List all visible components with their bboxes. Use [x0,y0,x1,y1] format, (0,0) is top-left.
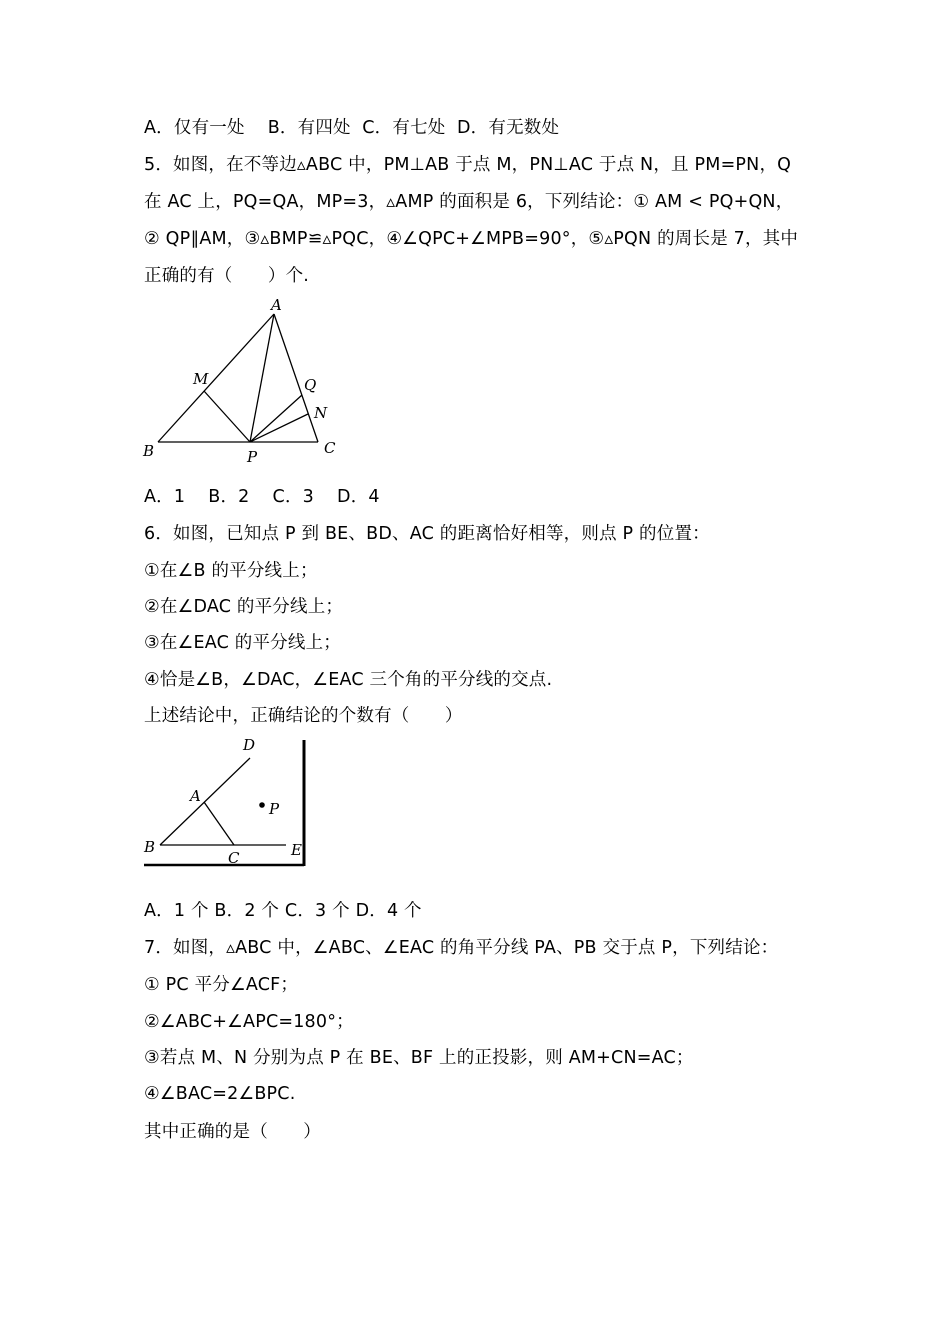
ray-BD [160,758,250,845]
label-M: M [193,370,209,388]
q6-item2: ②在∠DAC 的平分线上； [144,597,344,617]
label-A: A [190,787,201,805]
q6-options: A．1 个 B．2 个 C．3 个 D．4 个 [144,901,422,921]
segment-BA [158,314,274,442]
q6-item4: ④恰是∠B，∠DAC，∠EAC 三个角的平分线的交点. [144,670,553,690]
point-P [259,802,265,808]
q6-angle-diagram [138,734,318,872]
q7-item3: ③若点 M、N 分别为点 P 在 BE、BF 上的正投影，则 AM+CN=AC； [144,1048,694,1068]
q5-text-line3: ② QP∥AM，③▵BMP≌▵PQC，④∠QPC+∠MPB=90°，⑤▵PQN 的周长是 7，其中 [144,229,799,249]
label-C: C [324,439,336,457]
label-P: P [269,800,280,818]
label-B: B [143,442,155,460]
segment-AC [204,802,234,845]
label-E: E [291,841,302,859]
q5-text-line2: 在 AC 上，PQ=QA，MP=3，▵AMP 的面积是 6，下列结论：① AM < PQ+QN， [144,192,794,212]
q7-item4: ④∠BAC=2∠BPC. [144,1084,296,1104]
q7-item2: ②∠ABC+∠APC=180°； [144,1012,354,1032]
q6-item1: ①在∠B 的平分线上； [144,561,318,581]
label-C: C [228,849,240,867]
label-B: B [144,838,156,856]
q7-item1: ① PC 平分∠ACF； [144,975,299,995]
q5-options: A．1 B．2 C．3 D．4 [144,487,380,507]
q5-text-line1: 5．如图，在不等边▵ABC 中，PM⊥AB 于点 M，PN⊥AC 于点 N，且 PM=PN，Q [144,155,792,175]
q6-item3: ③在∠EAC 的平分线上； [144,633,341,653]
q7-text-line2: 其中正确的是（ ） [144,1122,321,1142]
segment-PN [250,414,308,442]
q6-text-line1: 6．如图，已知点 P 到 BE、BD、AC 的距离恰好相等，则点 P 的位置： [144,524,710,544]
label-P: P [247,448,258,466]
label-A: A [271,296,282,314]
q5-figure [138,292,358,476]
q6-figure [138,734,318,876]
q5-triangle-diagram [138,292,358,472]
label-D: D [243,736,256,754]
label-N: N [314,404,328,422]
q7-text-line1: 7．如图，▵ABC 中，∠ABC、∠EAC 的角平分线 PA、PB 交于点 P，下列结论： [144,938,779,958]
q5-text-line4: 正确的有（ ）个. [144,266,310,286]
q4-options: A．仅有一处 B．有四处 C．有七处 D．有无数处 [144,118,560,138]
q6-text-line2: 上述结论中，正确结论的个数有（ ） [144,706,463,726]
segment-MP [204,391,250,442]
label-Q: Q [304,376,317,394]
